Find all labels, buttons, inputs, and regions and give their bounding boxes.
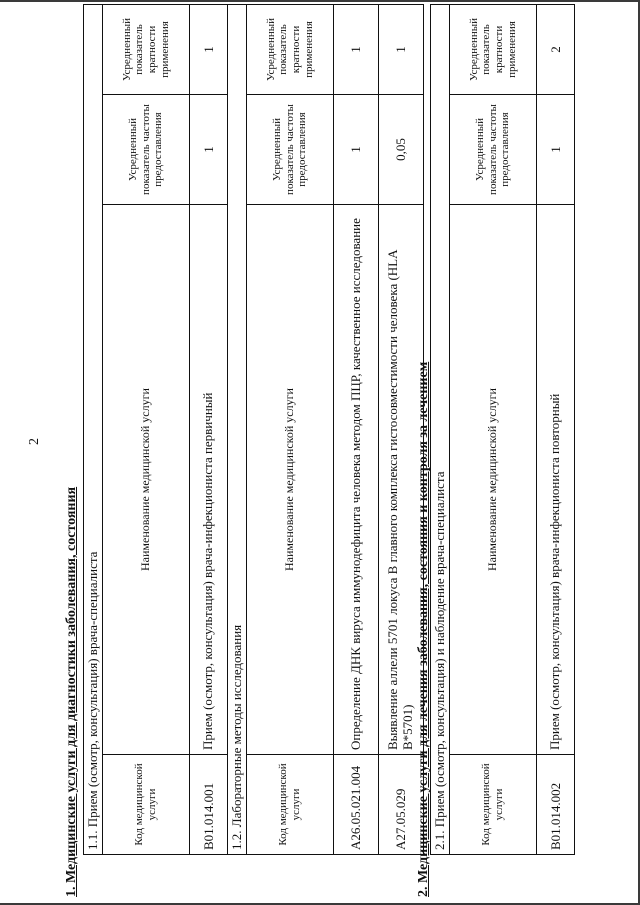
service-name: Выявление аллели 5701 локуса B главного комплекса гистосовместимости человека (HLA B*5701) [379,205,424,755]
service-frequency: 1 [537,95,575,205]
table-2-1-subtitle: 2.1. Прием (осмотр, консультация) и наблюдение врача-специалиста [431,4,450,854]
service-code: B01.014.001 [190,755,228,855]
service-frequency: 1 [334,95,379,205]
table-row [334,4,379,854]
service-multiplicity: 1 [379,4,424,94]
service-multiplicity: 2 [537,4,575,94]
table-2-1-block [430,5,575,855]
table-1-1-header-row [103,4,190,854]
header-name: Наименование медицинской услуги [103,205,190,755]
header-frequency: Усредненный показатель частоты предоставления [450,95,537,205]
table-1-2-block [227,5,424,855]
header-name: Наименование медицинской услуги [450,205,537,755]
service-code: A26.05.021.004 [334,755,379,855]
header-multiplicity: Усредненный показатель кратности применения [103,4,190,94]
header-code: Код медицинской услуги [247,755,334,855]
service-frequency: 1 [190,95,228,205]
header-code: Код медицинской услуги [450,755,537,855]
service-code: B01.014.002 [537,755,575,855]
service-multiplicity: 1 [334,4,379,94]
page-number: 2 [27,438,42,445]
table-2-1-subtitle-row [431,4,450,854]
header-name: Наименование медицинской услуги [247,205,334,755]
table-row [190,4,228,854]
table-1-2-subtitle-row [228,4,247,854]
header-frequency: Усредненный показатель частоты предоставления [103,95,190,205]
table-1-2-subtitle: 1.2. Лабораторные методы исследования [228,4,247,854]
table-2-1-header-row [450,4,537,854]
table-1-1 [83,4,228,855]
table-2-1 [430,4,575,855]
table-1-1-block [83,5,228,855]
table-1-2-header-row [247,4,334,854]
header-code: Код медицинской услуги [103,755,190,855]
service-name: Определение ДНК вируса иммунодефицита человека методом ПЦР, качественное исследование [334,205,379,755]
service-code: A27.05.029 [379,755,424,855]
service-multiplicity: 1 [190,4,228,94]
header-multiplicity: Усредненный показатель кратности применения [450,4,537,94]
header-frequency: Усредненный показатель частоты предоставления [247,95,334,205]
header-multiplicity: Усредненный показатель кратности применения [247,4,334,94]
table-1-1-subtitle: 1.1. Прием (осмотр, консультация) врача-специалиста [84,4,103,854]
section-1-heading: 1. Медицинские услуги для диагностики заболевания, состояния [64,486,79,897]
table-1-2 [227,4,424,855]
service-frequency: 0,05 [379,95,424,205]
table-row [537,4,575,854]
service-name: Прием (осмотр, консультация) врача-инфекциониста повторный [537,205,575,755]
service-name: Прием (осмотр, консультация) врача-инфекциониста первичный [190,205,228,755]
section-2-heading: 2. Медицинские услуги для лечения заболевания, состояния и контроля за лечением [416,361,431,897]
table-1-1-subtitle-row [84,4,103,854]
